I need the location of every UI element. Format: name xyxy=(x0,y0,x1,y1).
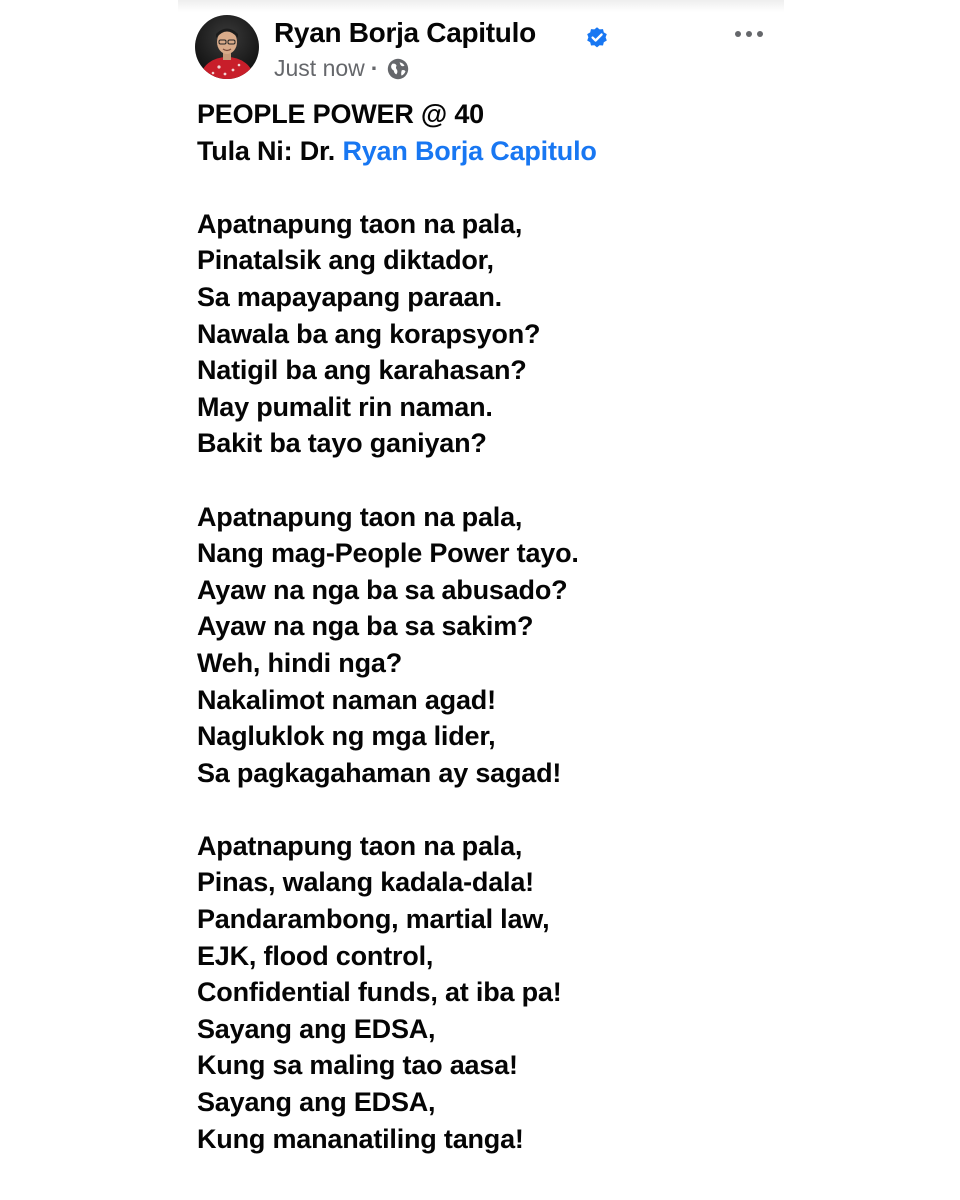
poem-line: Natigil ba ang karahasan? xyxy=(197,355,527,386)
right-background xyxy=(784,0,960,1200)
post-text xyxy=(197,96,767,1157)
more-options-icon[interactable] xyxy=(734,25,764,43)
byline-prefix: Tula Ni: Dr. xyxy=(197,135,336,166)
avatar-image xyxy=(195,15,259,79)
poem-line: Pandarambong, martial law, xyxy=(197,904,550,935)
poem-stanza-1 xyxy=(197,206,767,462)
left-background xyxy=(0,0,178,1200)
poem-line: Confidential funds, at iba pa! xyxy=(197,977,562,1008)
poem-line: Apatnapung taon na pala, xyxy=(197,208,523,239)
poem-stanza-2 xyxy=(197,499,767,792)
poem-line: Nakalimot naman agad! xyxy=(197,684,496,715)
poem-stanza-3 xyxy=(197,828,767,1157)
poem-line: EJK, flood control, xyxy=(197,940,434,971)
poem-line: May pumalit rin naman. xyxy=(197,391,493,422)
meta-separator: · xyxy=(370,55,379,81)
author-name[interactable]: Ryan Borja Capitulo xyxy=(274,17,536,48)
post-meta xyxy=(274,55,410,82)
poem-line: Weh, hindi nga? xyxy=(197,647,402,678)
poem-line: Sa mapayapang paraan. xyxy=(197,281,502,312)
poem-line: Nang mag-People Power tayo. xyxy=(197,538,579,569)
poem-line: Sayang ang EDSA, xyxy=(197,1013,436,1044)
poem-line: Apatnapung taon na pala, xyxy=(197,830,523,861)
poem-line: Sa pagkagahaman ay sagad! xyxy=(197,757,562,788)
poem-line: Apatnapung taon na pala, xyxy=(197,501,523,532)
poem-line: Nagluklok ng mga lider, xyxy=(197,721,496,752)
poem-line: Bakit ba tayo ganiyan? xyxy=(197,428,487,459)
poem-title: PEOPLE POWER @ 40 xyxy=(197,99,484,129)
poem-line: Kung mananatiling tanga! xyxy=(197,1123,524,1154)
poem-line: Nawala ba ang korapsyon? xyxy=(197,318,541,349)
poem-line: Kung sa maling tao aasa! xyxy=(197,1050,518,1081)
poem-line: Ayaw na nga ba sa sakim? xyxy=(197,611,534,642)
post-card xyxy=(178,0,784,1200)
top-edge-shadow xyxy=(178,0,784,12)
post-timestamp[interactable]: Just now xyxy=(274,55,365,81)
poem-line: Pinatalsik ang diktador, xyxy=(197,245,494,276)
poem-line: Ayaw na nga ba sa abusado? xyxy=(197,574,568,605)
poem-line: Sayang ang EDSA, xyxy=(197,1087,436,1118)
poem-line: Pinas, walang kadala-dala! xyxy=(197,867,534,898)
globe-icon[interactable] xyxy=(386,57,410,81)
author-mention-link[interactable]: Ryan Borja Capitulo xyxy=(342,135,597,166)
poem-byline xyxy=(197,133,767,170)
avatar[interactable] xyxy=(195,15,259,79)
verified-badge-icon xyxy=(585,26,609,50)
